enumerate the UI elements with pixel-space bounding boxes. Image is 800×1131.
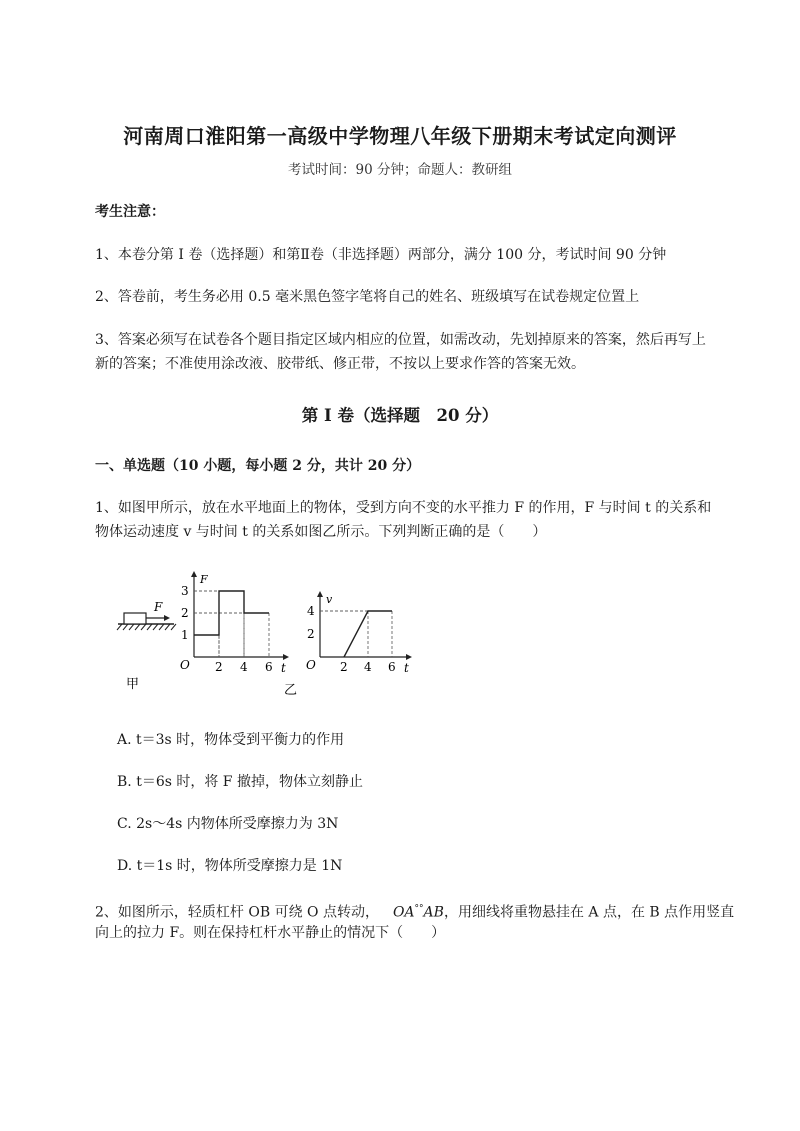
v-chart-x-tick-label: 6 <box>388 660 396 674</box>
ground-hatching <box>117 624 176 630</box>
v-chart-origin-label: O <box>306 658 316 672</box>
v-chart-y-arrowhead <box>317 591 323 597</box>
v-chart-y-tick-label: 4 <box>307 604 315 618</box>
f-chart-x-arrowhead <box>283 654 289 660</box>
notice-heading: 考生注意： <box>95 204 165 220</box>
v-chart-x-tick-label: 2 <box>340 660 348 674</box>
question-1-figure <box>112 566 422 702</box>
f-chart-x-tick-label: 4 <box>240 660 248 674</box>
notice-item-2: 2、答卷前，考生务必用 0.5 毫米黑色签字笔将自己的姓名、班级填写在试卷规定位置上 <box>95 289 640 305</box>
v-chart-y-tick-label: 2 <box>307 627 315 641</box>
f-chart-y-arrowhead <box>191 571 197 577</box>
label-yi: 乙 <box>284 683 298 698</box>
question-1-option-b: B. t＝6s 时，将 F 撤掉，物体立刻静止 <box>117 774 363 790</box>
f-chart-x-tick-label: 2 <box>215 660 223 674</box>
math-symbol: °° <box>414 904 424 914</box>
question-2-stem-part1: 2、如图所示，轻质杠杆 OB 可绕 O 点转动， <box>95 904 379 921</box>
f-chart-y-axis-label: F <box>200 573 208 586</box>
v-chart-y-axis-label: v <box>326 593 333 606</box>
v-chart-x-arrowhead <box>406 654 412 660</box>
block <box>124 613 146 624</box>
f-chart-x-axis-label: t <box>281 661 286 675</box>
f-t-chart <box>180 571 289 675</box>
notice-item-1: 1、本卷分第 I 卷（选择题）和第Ⅱ卷（非选择题）两部分，满分 100 分，考试时间 90 分钟 <box>95 247 667 263</box>
exam-subtitle: 考试时间：90 分钟；命题人：教研组 <box>288 162 512 178</box>
math-ab: AB <box>423 904 444 921</box>
question-2-stem-part2: ，用细线将重物悬挂在 A 点，在 B 点作用竖直 <box>443 904 735 921</box>
figure-jia <box>117 600 176 692</box>
exam-title: 河南周口淮阳第一高级中学物理八年级下册期末考试定向测评 <box>123 124 677 148</box>
force-arrowhead <box>164 615 170 621</box>
question-1-option-a: A. t＝3s 时，物体受到平衡力的作用 <box>117 732 345 748</box>
math-oa: OA <box>392 904 415 921</box>
f-chart-y-tick-label: 2 <box>181 606 189 620</box>
question-2-stem-line2: 向上的拉力 F。则在保持杠杆水平静止的情况下（ ） <box>95 925 446 941</box>
force-label: F <box>154 600 163 614</box>
question-1-stem: 1、如图甲所示，放在水平地面上的物体，受到方向不变的水平推力 F 的作用，F 与时间 t 的关系和物体运动速度 v 与时间 t 的关系如图乙所示。下列判断正确的是（ ） <box>95 500 712 540</box>
f-chart-x-tick-label: 6 <box>265 660 273 674</box>
v-chart-x-axis-label: t <box>404 661 409 675</box>
f-chart-y-tick-label: 1 <box>181 628 189 642</box>
f-chart-origin-label: O <box>180 658 190 672</box>
f-chart-y-tick-label: 3 <box>181 584 189 598</box>
question-1-option-d: D. t＝1s 时，物体所受摩擦力是 1N <box>117 858 343 874</box>
question-type-heading: 一、单选题（10 小题，每小题 2 分，共计 20 分） <box>95 458 421 474</box>
notice-item-3: 3、答案必须写在试卷各个题目指定区域内相应的位置，如需改动，先划掉原来的答案，然后再写上新的答案；不准使用涂改液、胶带纸、修正带，不按以上要求作答的答案无效。 <box>95 332 706 372</box>
label-jia: 甲 <box>126 677 140 692</box>
v-chart-x-tick-label: 4 <box>364 660 372 674</box>
v-t-chart <box>306 591 412 675</box>
section-title: 第 I 卷（选择题 20 分） <box>301 406 499 425</box>
question-1-option-c: C. 2s～4s 内物体所受摩擦力为 3N <box>117 816 339 832</box>
